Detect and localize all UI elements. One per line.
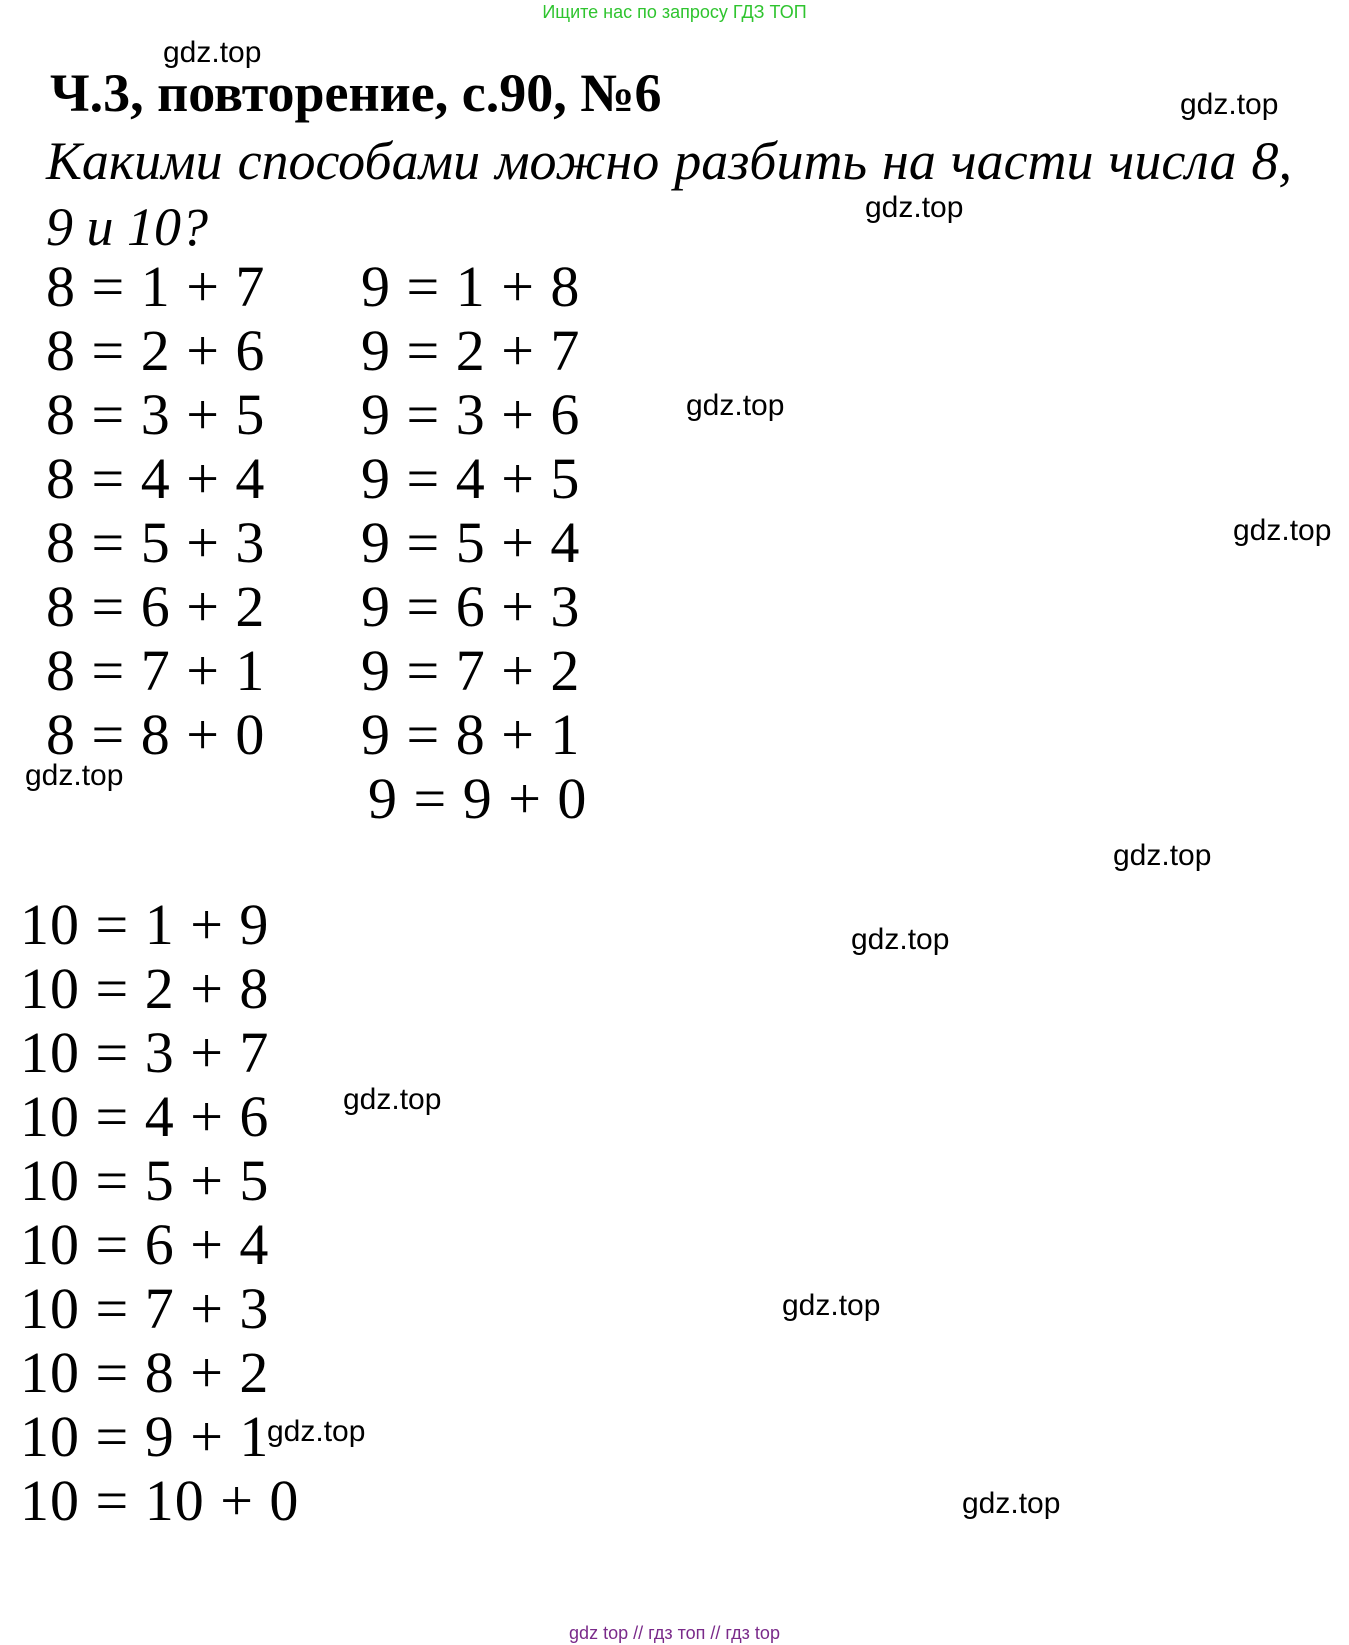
watermark: gdz.top	[25, 759, 124, 792]
question-text: Какими способами можно разбить на части числа 8, 9 и 10?	[46, 131, 1292, 257]
watermark: gdz.top	[1180, 88, 1279, 121]
watermark: gdz.top	[343, 1083, 442, 1116]
watermark: gdz.top	[962, 1487, 1061, 1520]
equation-8-row: 8 = 7 + 1	[46, 638, 266, 703]
watermark: gdz.top	[782, 1289, 881, 1322]
equation-9-row: 9 = 9 + 0	[368, 766, 588, 831]
equation-8-row: 8 = 1 + 7	[46, 254, 266, 319]
watermark: gdz.top	[851, 923, 950, 956]
equation-10-row: 10 = 4 + 6	[20, 1084, 270, 1149]
watermark: gdz.top	[1233, 514, 1332, 547]
equation-8-row: 8 = 6 + 2	[46, 574, 266, 639]
watermark: gdz.top	[865, 191, 964, 224]
equation-9-row: 9 = 4 + 5	[361, 446, 581, 511]
equation-10-row: 10 = 9 + 1	[20, 1404, 270, 1469]
equation-10-row: 10 = 6 + 4	[20, 1212, 270, 1277]
equation-9-row: 9 = 6 + 3	[361, 574, 581, 639]
equation-9-row: 9 = 8 + 1	[361, 702, 581, 767]
equation-10-row: 10 = 5 + 5	[20, 1148, 270, 1213]
equation-10-row: 10 = 2 + 8	[20, 956, 270, 1021]
equation-9-row: 9 = 2 + 7	[361, 318, 581, 383]
equation-10-row: 10 = 7 + 3	[20, 1276, 270, 1341]
watermark: gdz.top	[267, 1415, 366, 1448]
equation-9-row: 9 = 1 + 8	[361, 254, 581, 319]
watermark: gdz.top	[163, 36, 262, 69]
equation-8-row: 8 = 4 + 4	[46, 446, 266, 511]
equation-10-row: 10 = 10 + 0	[20, 1468, 300, 1533]
equation-9-row: 9 = 5 + 4	[361, 510, 581, 575]
equation-10-row: 10 = 1 + 9	[20, 892, 270, 957]
watermark: gdz.top	[1113, 839, 1212, 872]
equation-8-row: 8 = 5 + 3	[46, 510, 266, 575]
equation-10-row: 10 = 8 + 2	[20, 1340, 270, 1405]
top-banner: Ищите нас по запросу ГДЗ ТОП	[542, 2, 807, 22]
equation-8-row: 8 = 2 + 6	[46, 318, 266, 383]
watermark: gdz.top	[686, 389, 785, 422]
equation-9-row: 9 = 7 + 2	[361, 638, 581, 703]
equation-8-row: 8 = 3 + 5	[46, 382, 266, 447]
page-title: Ч.3, повторение, с.90, №6	[50, 63, 662, 123]
equation-8-row: 8 = 8 + 0	[46, 702, 266, 767]
bottom-banner: gdz top // гдз топ // гдз top	[569, 1623, 780, 1643]
equation-10-row: 10 = 3 + 7	[20, 1020, 270, 1085]
equation-9-row: 9 = 3 + 6	[361, 382, 581, 447]
